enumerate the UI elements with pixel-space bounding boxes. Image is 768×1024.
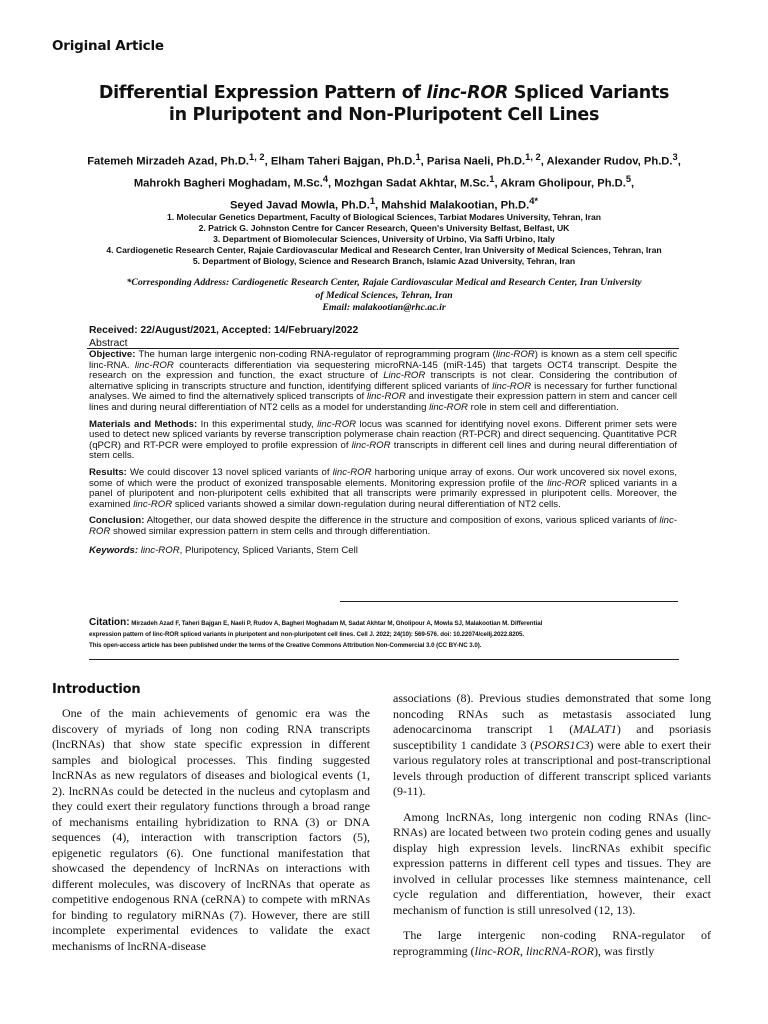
citation-top-divider <box>340 601 678 602</box>
author-separator: , <box>328 177 335 190</box>
citation-label: Citation: <box>89 617 130 628</box>
author-name: Mahrokh Bagheri Moghadam, M.Sc. <box>133 177 323 190</box>
abstract-methods: Materials and Methods: In this experimental study, linc-ROR locus was scanned for identifying novel exons. Different primer sets were used to detect new spliced variants by reverse transcription polymerase chain reaction (RT-PCR) and direct sequencing. Quantitative PCR (qPCR) and RT-PCR were employed to profile expression of linc-ROR transcripts in different cell lines and during neural differentiation of stem cells. <box>89 418 677 462</box>
author-affiliation-sup: 1, 2 <box>525 152 541 162</box>
license-note: This open-access article has been published under the terms of the Creative Commons Attribution Non-Commercial 3.0 (CC BY-NC 3.0). <box>89 642 482 649</box>
abstract-body <box>89 350 677 562</box>
author-name: Fatemeh Mirzadeh Azad, Ph.D. <box>87 155 250 168</box>
keywords: Keywords: linc-ROR, Pluripotency, Spliced Variants, Stem Cell <box>89 544 358 556</box>
author-name: Seyed Javad Mowla, Ph.D. <box>229 199 370 212</box>
author-name: Akram Gholipour, Ph.D. <box>500 177 626 190</box>
author-list <box>30 146 738 212</box>
author-affiliation-sup: 5 <box>625 174 632 184</box>
author-name: Parisa Naeli, Ph.D. <box>426 155 526 168</box>
author-affiliation-sup: 4* <box>529 196 539 206</box>
body-paragraph: associations (8). Previous studies demonstrated that some long noncoding RNAs such as metastasis associated lung adenocarcinoma transcript 1 (MALAT1) and psoriasis susceptibility 1 candidate 3 (PSORS1C3) were able to exert their various regulatory roles at transcriptional and post-transcriptional levels through production of different transcript spliced variants (9-11). <box>393 691 712 798</box>
author-affiliation-sup: 1 <box>489 174 495 184</box>
author-affiliation-sup: 4 <box>322 174 329 184</box>
body-paragraph: One of the main achievements of genomic era was the discovery of myriads of long non coding RNA transcripts (lncRNAs) that show state specific expression in different samples and biological processes. This finding suggested lncRNAs as new regulators of diseases and biological events (1, 2). lncRNAs could be detected in the nucleus and cytoplasm and they could exert their regulatory functions through a broad range of mechanisms entailing hybridization to RNA (3) or DNA sequences (4), interaction with transcription factors (5), epigenetic regulators (6). One functional manifestation that showcased the dependency of lncRNAs on interactions with different molecules, was discovery of lncRNAs that operate as competitive endogenous RNA (ceRNA) to compete with mRNAs for binding to regulatory miRNAs (7). However, there are still incomplete experimental evidences to validate the exact mechanisms of lncRNA-disease <box>52 706 370 953</box>
affiliation-item: 2. Patrick G. Johnston Centre for Cancer Research, Queen's University Belfast, Belfast, UK <box>198 223 570 233</box>
article-title <box>40 82 728 126</box>
author-name: Mahshid Malakootian, Ph.D. <box>381 199 530 212</box>
author-name: Alexander Rudov, Ph.D. <box>546 155 673 168</box>
abstract-heading: Abstract <box>89 337 128 349</box>
received-accepted-dates: Received: 22/August/2021, Accepted: 14/February/2022 <box>89 325 359 336</box>
author-line <box>30 146 738 168</box>
citation-text: expression pattern of linc-ROR spliced variants in pluripotent and non-pluripotent cell lines. Cell J. 2022; 24(10): 569-576. doi: 10.22074/cellj.2022.8205. <box>89 631 525 638</box>
article-type-label: Original Article <box>52 38 164 54</box>
corresponding-email: Email: malakootian@rhc.ac.ir <box>322 302 446 313</box>
body-paragraph: Among lncRNAs, long intergenic non coding RNAs (linc-RNAs) are located between two protein coding genes and usually display high expression levels. lincRNAs exhibit specific expression patterns in different cell types and tissues. They are involved in cellular processes like stemness maintenance, cell cycle regulation and differentiation, however, their exact mechanism of function is still unresolved (12, 13). <box>393 809 711 917</box>
citation-text: Mirzadeh Azad F, Taheri Bajgan E, Naeli P, Rudov A, Bagheri Moghadam M, Sadat Akhtar M, Gholipour A, Mowla SJ, Malakootian M. Differential <box>129 620 543 627</box>
corresponding-address-line: of Medical Sciences, Tehran, Iran <box>315 289 453 301</box>
title-gene-name: linc-ROR <box>426 83 509 103</box>
title-text: Differential Expression Pattern of <box>98 83 427 103</box>
body-paragraph: The large intergenic non-coding RNA-regulator of reprogramming (linc-ROR, lincRNA-ROR), was firstly <box>393 928 711 958</box>
section-label: Conclusion: <box>89 515 145 527</box>
author-separator: , <box>264 155 271 168</box>
abstract-conclusion: Conclusion: Altogether, our data showed despite the difference in the structure and composition of exons, various spliced variants of linc-ROR showed similar expression pattern in stem cells and through differentiation. <box>89 515 677 537</box>
author-affiliation-sup: 3 <box>672 152 678 162</box>
body-column-right <box>393 691 711 969</box>
abstract-objective: Objective: The human large intergenic non-coding RNA-regulator of reprogramming program (linc-ROR) is known as a stem cell specific linc-RNA. linc-ROR counteracts differentiation via sequestering microRNA-145 (miR-145) that targets OCT4 transcript. Despite the research on the expression and function, the exact structure of Linc-ROR transcripts is not clear. Considering the contribution of alternative splicing in transcripts structure and function, identifying different spliced variants of linc-ROR is necessary for further functional analyses. We aimed to find the alternatively spliced transcripts of linc-ROR and investigate their expression pattern in stem and cancer cell lines and during neural differentiation of NT2 cells as a model for understanding linc-ROR role in stem cell and differentiation. <box>89 349 677 413</box>
body-column-left <box>52 706 370 964</box>
affiliation-item: 4. Cardiogenetic Research Center, Rajaie Cardiovascular Medical and Research Center, Iran University of Medical Sciences, Tehran, Iran <box>106 245 662 255</box>
section-label: Keywords: <box>89 544 139 556</box>
author-separator: , <box>677 155 681 168</box>
author-name: Elham Taheri Bajgan, Ph.D. <box>270 155 416 168</box>
affiliation-list <box>20 212 748 267</box>
author-line <box>30 168 738 190</box>
title-text: Spliced Variants <box>508 83 670 103</box>
corresponding-address <box>70 277 698 315</box>
affiliation-item: 3. Department of Biomolecular Sciences, University of Urbino, Via Saffi Urbino, Italy <box>213 234 555 244</box>
corresponding-address-line: *Corresponding Address: Cardiogenetic Research Center, Rajaie Cardiovascular Medical and Research Center, Iran University <box>126 277 642 288</box>
author-separator: , <box>494 177 501 190</box>
author-affiliation-sup: 1 <box>369 196 376 206</box>
author-separator: , <box>420 155 427 168</box>
title-line-2: in Pluripotent and Non-Pluripotent Cell Lines <box>168 105 600 125</box>
section-label: Materials and Methods: <box>89 418 198 430</box>
affiliation-item: 5. Department of Biology, Science and Research Branch, Islamic Azad University, Tehran, Iran <box>192 256 576 266</box>
author-separator: , <box>540 155 547 168</box>
author-separator: , <box>631 177 635 190</box>
author-name: Mozhgan Sadat Akhtar, M.Sc. <box>334 177 490 190</box>
citation-bottom-divider <box>89 659 679 660</box>
section-label: Objective: <box>89 349 136 360</box>
citation-box <box>89 614 679 651</box>
section-label: Results: <box>89 466 127 478</box>
affiliation-item: 1. Molecular Genetics Department, Faculty of Biological Sciences, Tarbiat Modares University, Tehran, Iran <box>166 212 602 222</box>
author-affiliation-sup: 1 <box>415 152 421 162</box>
abstract-results: Results: We could discover 13 novel spliced variants of linc-ROR harboring unique array of exons. Our work uncovered six novel exons, some of which were the product of exonized transposable elements. Monitoring expression profile of the linc-ROR spliced variants in a panel of pluripotent and non-pluripotent cells exhibited that all transcripts were primarily expressed in pluripotent cells. Moreover, the examined linc-ROR spliced variants showed a similar down-regulation during neural differentiation of NT2 cells. <box>89 466 678 510</box>
author-line <box>30 190 738 212</box>
author-affiliation-sup: 1, 2 <box>249 152 265 162</box>
section-heading-introduction: Introduction <box>52 682 141 697</box>
author-separator: , <box>375 199 382 212</box>
